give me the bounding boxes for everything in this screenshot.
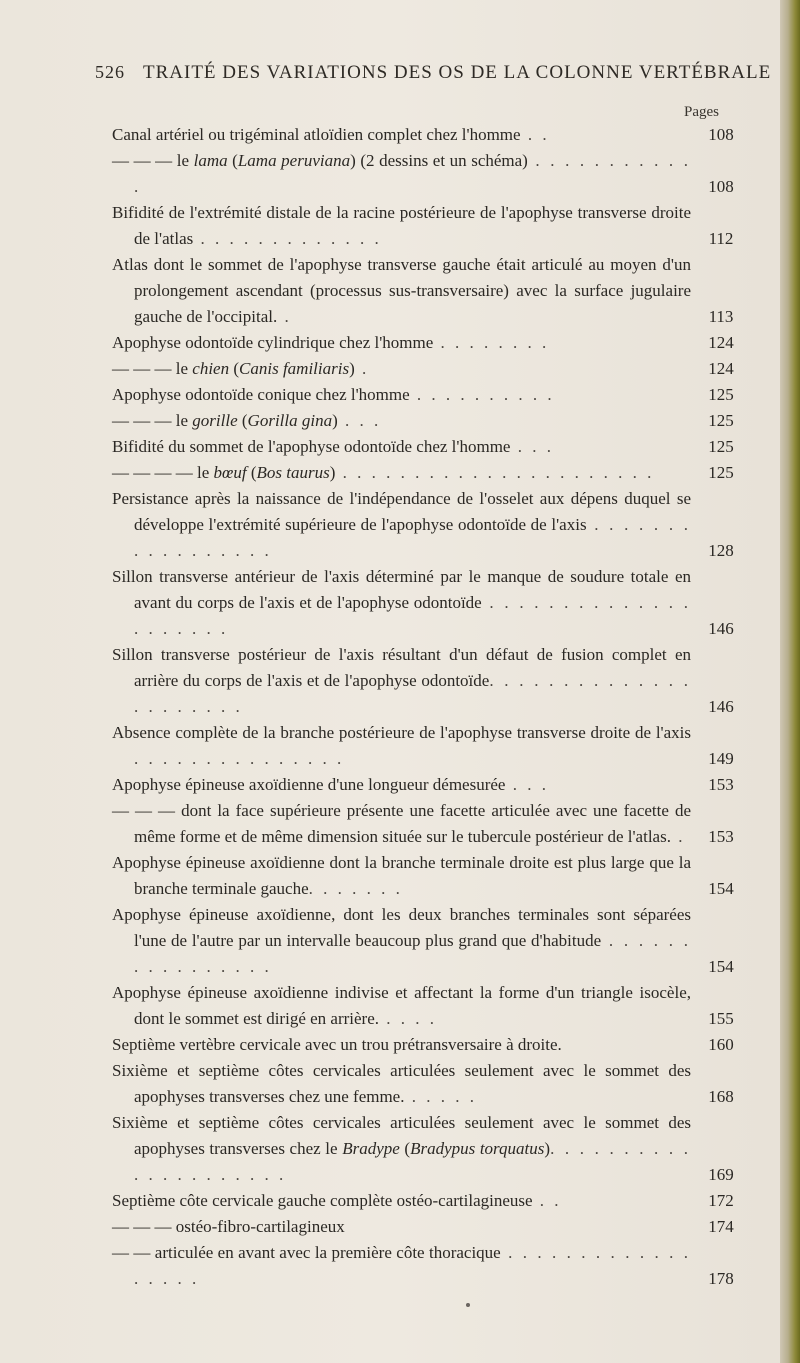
entry-page-number: 155 — [708, 1009, 734, 1028]
list-item — [112, 356, 752, 382]
entry-text — [112, 1058, 697, 1110]
list-item — [112, 148, 752, 200]
list-item — [112, 642, 752, 720]
entry-page-number: 172 — [708, 1191, 734, 1210]
leader-dots: . . . . . . . . . . . . . . . . . . . . . — [134, 593, 691, 638]
list-item — [112, 980, 752, 1032]
entry-page-number: 160 — [708, 1035, 734, 1054]
list-item — [112, 850, 752, 902]
list-item — [112, 486, 752, 564]
leader-dots: . . . . . . . . . . . . . . . — [134, 749, 345, 768]
entry-caption: Sillon transverse postérieur de l'axis résultant d'un défaut de fusion complet en arrière du corps de l'axis et de l'apophyse odontoïde — [112, 645, 691, 690]
entry-caption: — — — le lama (Lama peruviana) (2 dessins et un schéma) — [112, 151, 528, 170]
list-item — [112, 1240, 752, 1292]
entry-caption: Canal artériel ou trigéminal atloïdien complet chez l'homme — [112, 125, 521, 144]
list-item — [112, 720, 752, 772]
entry-text — [112, 356, 697, 382]
entry-page-number: 125 — [708, 437, 734, 456]
entry-text — [112, 642, 697, 720]
entry-text — [112, 200, 697, 252]
page-folio: 526 — [95, 62, 125, 82]
leader-dots: . . . . . . . — [308, 879, 403, 898]
list-item — [112, 434, 752, 460]
list-item — [112, 330, 752, 356]
ink-speck — [466, 1303, 470, 1307]
entry-caption: Apophyse épineuse axoïdienne indivise et affectant la forme d'un triangle isocèle, dont le sommet est dirigé en arrière. — [112, 983, 691, 1028]
entry-caption: Apophyse odontoïde cylindrique chez l'homme — [112, 333, 434, 352]
leader-dots: . . . . . . . . . . — [409, 385, 555, 404]
entry-text — [112, 434, 697, 460]
leader-dots: . — [354, 359, 370, 378]
entry-text — [112, 408, 697, 434]
entry-page-number: 174 — [708, 1217, 734, 1236]
leader-dots: . . . . . . . . . . . . . . . . . — [134, 515, 691, 560]
leader-dots: . . . . . . . . . . . . . . . . . . . . . — [134, 1139, 692, 1184]
entry-caption: Persistance après la naissance de l'indépendance de l'osselet aux dépens duquel se développe l'extrémité supérieure de l'apophyse odontoïde de l'axis — [112, 489, 691, 534]
entry-text — [112, 980, 697, 1032]
leader-dots: . . . . . . . . . . . . . . . . . . . . . . — [335, 463, 655, 482]
entry-page-number: 178 — [708, 1269, 734, 1288]
table-of-figures — [112, 122, 752, 1292]
list-item — [112, 200, 752, 252]
leader-dots: . — [277, 307, 292, 326]
entry-caption: — — — le gorille (Gorilla gina) — [112, 411, 338, 430]
list-item — [112, 460, 752, 486]
entry-text — [112, 798, 697, 850]
leader-dots: . . . . . — [404, 1087, 477, 1106]
entry-page-number: 125 — [708, 411, 734, 430]
entry-text — [112, 382, 697, 408]
list-item — [112, 252, 752, 330]
entry-text — [112, 330, 697, 356]
list-item — [112, 1110, 752, 1188]
list-item — [112, 382, 752, 408]
entry-page-number: 169 — [708, 1165, 734, 1184]
entry-caption: Sillon transverse antérieur de l'axis déterminé par le manque de soudure totale en avant du corps de l'axis et de l'apophyse odontoïde — [112, 567, 691, 612]
entry-text — [112, 1188, 697, 1214]
entry-page-number: 146 — [708, 619, 734, 638]
entry-text — [112, 720, 697, 772]
leader-dots: . . . — [510, 437, 554, 456]
entry-caption: — — — — le bœuf (Bos taurus) — [112, 463, 336, 482]
list-item — [112, 1214, 752, 1240]
list-item — [112, 1188, 752, 1214]
entry-text — [112, 902, 697, 980]
entry-text — [112, 850, 697, 902]
entry-caption: — — — ostéo-fibro-cartilagineux — [112, 1217, 345, 1236]
entry-page-number: 124 — [708, 359, 734, 378]
entry-caption: Apophyse épineuse axoïdienne, dont les deux branches terminales sont séparées l'une de l'autre par un intervalle beaucoup plus grand que d'habitude — [112, 905, 691, 950]
entry-text — [112, 148, 697, 200]
list-item — [112, 1058, 752, 1110]
entry-caption: Bifidité de l'extrémité distale de la racine postérieure de l'apophyse transverse droite de l'atlas — [112, 203, 691, 248]
running-head — [95, 62, 772, 84]
entry-page-number: 168 — [708, 1087, 734, 1106]
entry-caption: Absence complète de la branche postérieure de l'apophyse transverse droite de l'axis — [112, 723, 691, 742]
entry-caption: Bifidité du sommet de l'apophyse odontoïde chez l'homme — [112, 437, 511, 456]
entry-text — [112, 460, 697, 486]
list-item — [112, 902, 752, 980]
list-item — [112, 1032, 752, 1058]
entry-page-number: 125 — [708, 463, 734, 482]
entry-page-number: 128 — [708, 541, 734, 560]
entry-text — [112, 564, 697, 642]
entry-page-number: 153 — [708, 827, 734, 846]
entry-text — [112, 252, 697, 330]
entry-page-number: 124 — [708, 333, 734, 352]
entry-caption: Septième côte cervicale gauche complète ostéo-cartilagineuse — [112, 1191, 533, 1210]
entry-caption: Apophyse épineuse axoïdienne dont la branche terminale droite est plus large que la branche terminale gauche — [112, 853, 691, 898]
entry-page-number: 154 — [708, 879, 734, 898]
leader-dots: . . . . — [379, 1009, 437, 1028]
entry-text — [112, 486, 697, 564]
leader-dots: . . . . . . . . . . . . . . . . — [134, 931, 691, 976]
leader-dots: . . — [532, 1191, 562, 1210]
entry-page-number: 108 — [708, 125, 734, 144]
entry-text — [112, 772, 697, 798]
list-item — [112, 772, 752, 798]
entry-text — [112, 1214, 697, 1240]
list-item — [112, 798, 752, 850]
entry-page-number: 108 — [708, 177, 734, 196]
leader-dots: . . — [520, 125, 550, 144]
entry-text — [112, 1240, 697, 1292]
entry-text — [112, 1110, 697, 1188]
leader-dots: . . . . . . . . . . . . . . . . . . . . . . — [134, 671, 691, 716]
leader-dots: . . . . . . . . . . . . . . . . . . — [134, 1243, 691, 1288]
entry-page-number: 112 — [708, 229, 734, 248]
entry-caption: Apophyse odontoïde conique chez l'homme — [112, 385, 410, 404]
entry-caption: Apophyse épineuse axoïdienne d'une longueur démesurée — [112, 775, 506, 794]
entry-page-number: 154 — [708, 957, 734, 976]
list-item — [112, 564, 752, 642]
entry-page-number: 146 — [708, 697, 734, 716]
entry-text — [112, 1032, 697, 1058]
entry-caption: — — articulée en avant avec la première côte thoracique — [112, 1243, 501, 1262]
entry-caption: Sixième et septième côtes cervicales articulées seulement avec le sommet des apophyses transverses chez une femme. — [112, 1061, 691, 1106]
entry-page-number: 125 — [708, 385, 734, 404]
leader-dots: . . . — [337, 411, 382, 430]
pages-column-header: Pages — [684, 104, 719, 120]
entry-caption: — — — le chien (Canis familiaris) — [112, 359, 355, 378]
leader-dots: . . . . . . . . . . . . — [134, 151, 691, 196]
entry-text — [112, 122, 697, 148]
entry-page-number: 113 — [708, 307, 734, 326]
running-head-title: TRAITÉ DES VARIATIONS DES OS DE LA COLONNE VERTÉBRALE — [143, 62, 772, 83]
page-edge — [780, 0, 800, 1363]
entry-caption: Sixième et septième côtes cervicales articulées seulement avec le sommet des apophyses transverses chez le Bradype (Bradypus torquatus) — [112, 1113, 691, 1158]
entry-page-number: 149 — [708, 749, 734, 768]
leader-dots: . — [670, 827, 686, 846]
entry-page-number: 153 — [708, 775, 734, 794]
entry-caption: — — — dont la face supérieure présente une facette articulée avec une facette de même forme et de même dimension située sur le tubercule postérieur de l'atlas. — [112, 801, 691, 846]
entry-caption: Septième vertèbre cervicale avec un trou prétransversaire à droite. — [112, 1035, 562, 1054]
entry-caption: Atlas dont le sommet de l'apophyse transverse gauche était articulé au moyen d'un prolongement ascendant (processus sus-transversaire) avec la surface jugulaire gauche de l'occipital. — [112, 255, 691, 326]
list-item — [112, 408, 752, 434]
leader-dots: . . . . . . . . . . . . . — [193, 229, 382, 248]
list-item — [112, 122, 752, 148]
leader-dots: . . . . . . . . — [433, 333, 550, 352]
leader-dots: . . . — [505, 775, 549, 794]
